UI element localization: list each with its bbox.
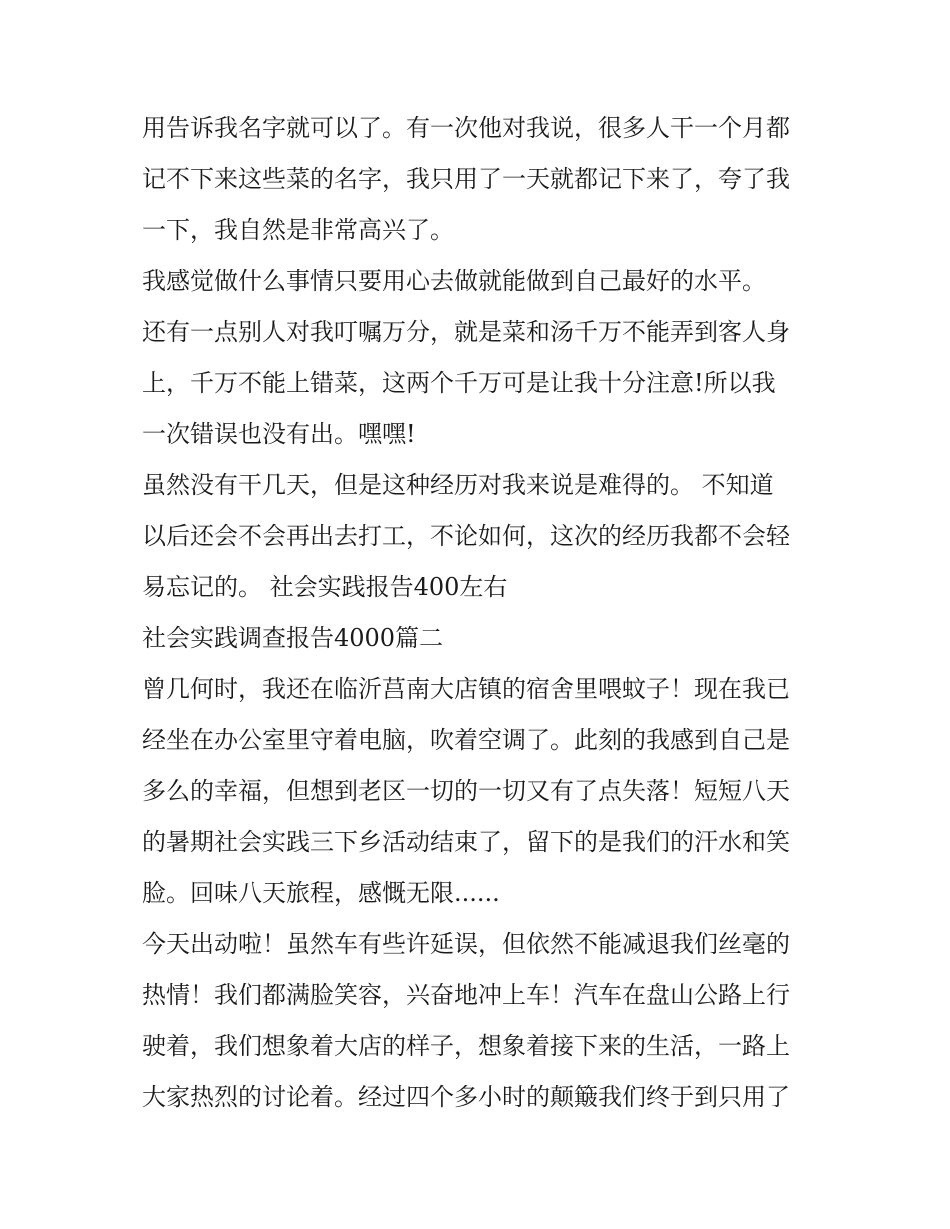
- text-line: 一次错误也没有出。嘿嘿!: [142, 420, 416, 448]
- text-line: 还有一点别人对我叮嘱万分，就是菜和汤千万不能弄到客人身: [142, 318, 790, 346]
- text-line: 一下，我自然是非常高兴了。: [142, 216, 454, 244]
- heading-line: 社会实践调查报告4000篇二: [142, 624, 444, 652]
- text-line: 脸。回味八天旅程，感慨无限......: [142, 879, 500, 907]
- paragraph-never-spill: [142, 307, 822, 460]
- text-line: 易忘记的。 社会实践报告400左右: [142, 573, 508, 601]
- text-line: 大家热烈的讨论着。经过四个多小时的颠簸我们终于到只用了: [142, 1083, 790, 1111]
- text-line: 热情！我们都满脸笑容，兴奋地冲上车！汽车在盘山公路上行: [142, 981, 790, 1009]
- paragraph-departure: [142, 919, 822, 1123]
- section-heading: [142, 613, 822, 664]
- paragraph-do-with-heart: [142, 256, 822, 307]
- text-line: 经坐在办公室里守着电脑，吹着空调了。此刻的我感到自己是: [142, 726, 790, 754]
- text-line: 以后还会不会再出去打工，不论如何，这次的经历我都不会轻: [142, 522, 790, 550]
- document-body: [142, 103, 822, 1123]
- text-line: 我感觉做什么事情只要用心去做就能做到自己最好的水平。: [142, 267, 766, 295]
- text-line: 上，千万不能上错菜，这两个千万可是让我十分注意!所以我: [142, 369, 776, 397]
- text-line: 用告诉我名字就可以了。有一次他对我说，很多人干一个月都: [142, 114, 790, 142]
- paragraph-rare-experience: [142, 460, 822, 613]
- paragraph-waiter-names: [142, 103, 822, 256]
- text-line: 曾几何时，我还在临沂莒南大店镇的宿舍里喂蚊子！现在我已: [142, 675, 790, 703]
- text-line: 的暑期社会实践三下乡活动结束了，留下的是我们的汗水和笑: [142, 828, 790, 856]
- text-line: 虽然没有干几天，但是这种经历对我来说是难得的。 不知道: [142, 471, 774, 499]
- paragraph-once-upon-time: [142, 664, 822, 919]
- text-line: 记不下来这些菜的名字，我只用了一天就都记下来了，夸了我: [142, 165, 790, 193]
- text-line: 驶着，我们想象着大店的样子，想象着接下来的生活，一路上: [142, 1032, 790, 1060]
- text-line: 今天出动啦！虽然车有些许延误，但依然不能减退我们丝毫的: [142, 930, 790, 958]
- text-line: 多么的幸福，但想到老区一切的一切又有了点失落！短短八天: [142, 777, 790, 805]
